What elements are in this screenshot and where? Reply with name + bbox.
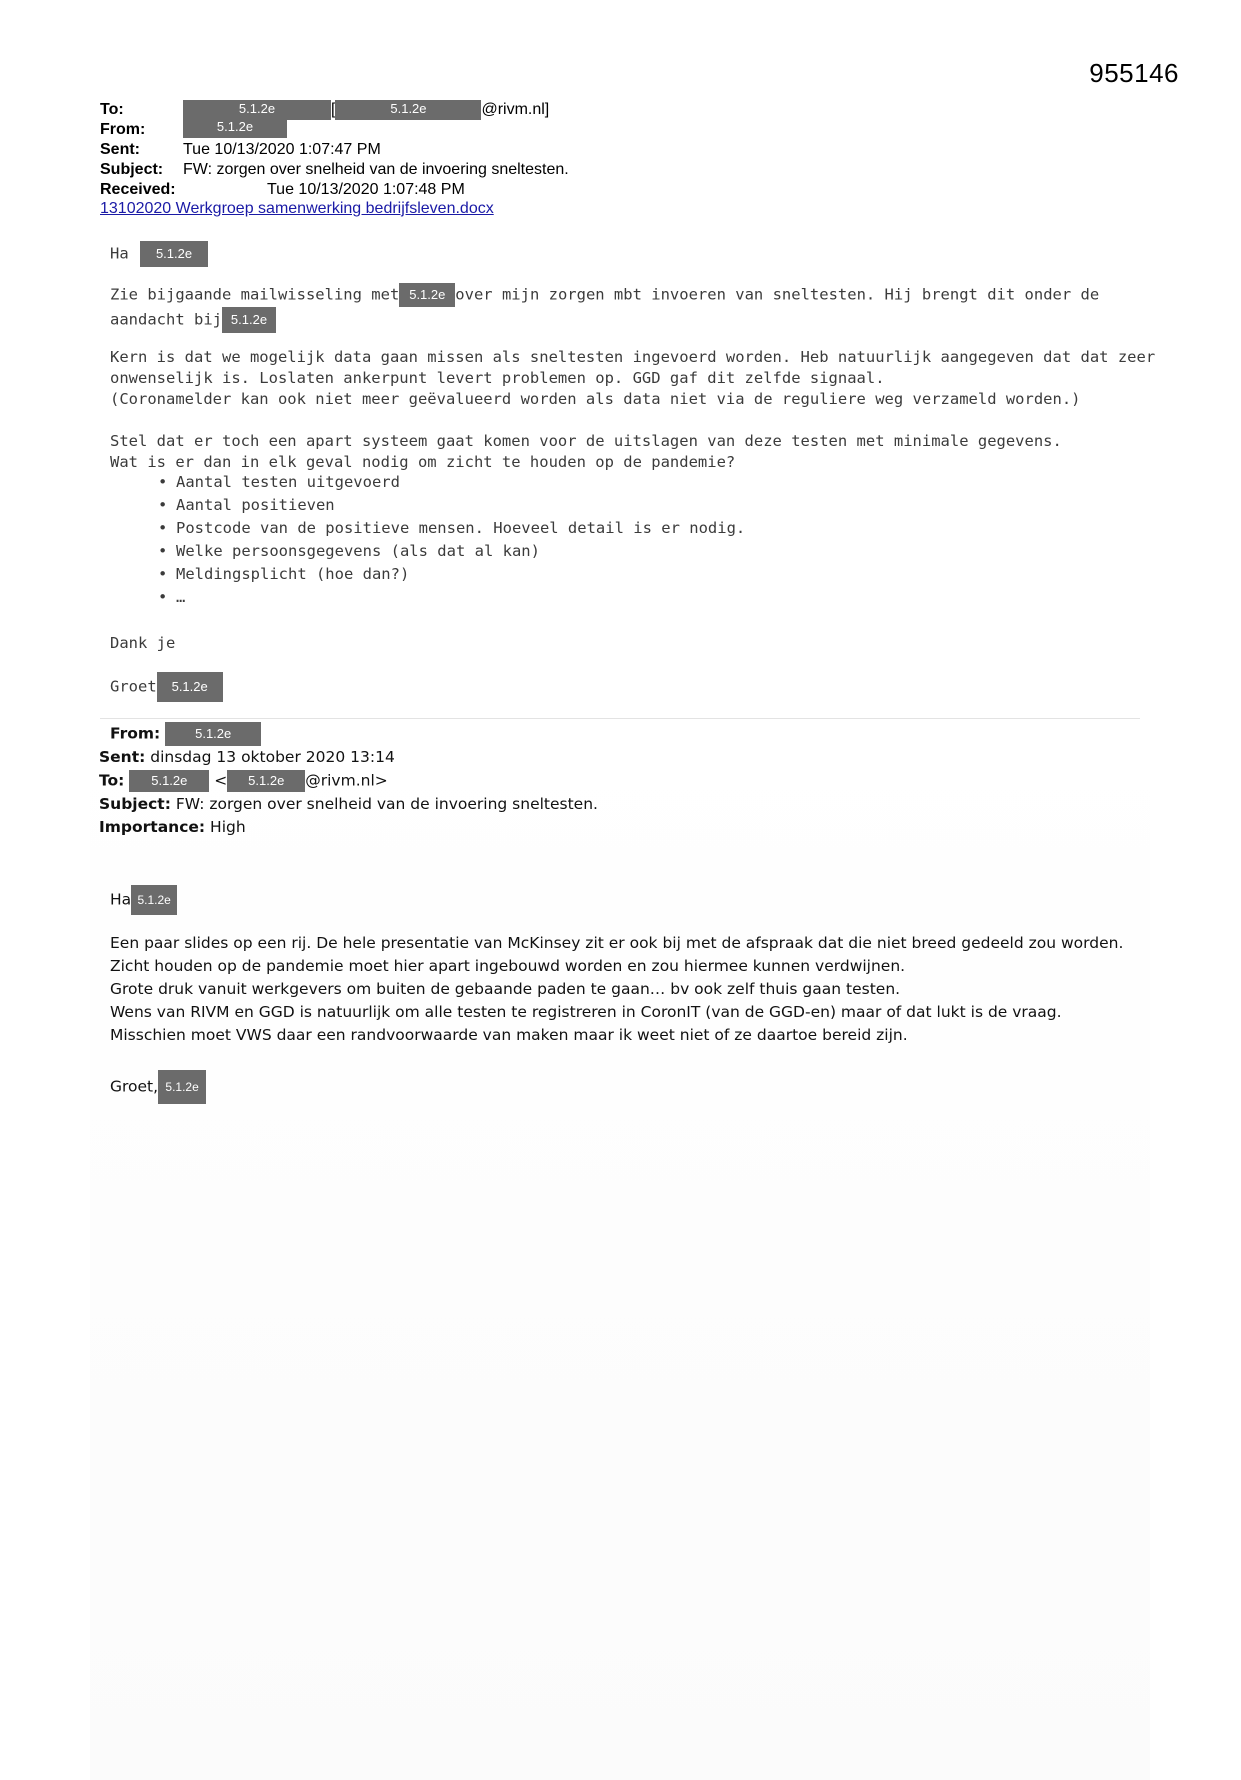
importance-2: Importance: High — [99, 818, 246, 836]
separator — [100, 718, 1140, 719]
forwarded-section-background — [90, 720, 1150, 1780]
redaction: 5.1.2e — [129, 770, 209, 792]
paragraph-4: Een paar slides op een rij. De hele presentatie van McKinsey zit er ook bij met de afspraak dat die niet breed gedeeld zou worden. Zicht houden op de pandemie moet hier apart ingebouwd worden en zou hiermee kunnen verdwijnen. Grote druk vanuit werkgevers om buiten de gebaande paden te gaan… bv ook zelf thuis gaan testen. Wens van RIVM en GGD is natuurlijk om alle testen te registreren in CoronIT (van de GGD-en) maar of dat lukt is de vraag. Misschien moet VWS daar een randvoorwaarde van maken maar ik weet niet of ze daartoe bereid zijn. — [110, 934, 1124, 1044]
paragraph-2: Kern is dat we mogelijk data gaan missen als sneltesten ingevoerd worden. Heb natuurlijk aangegeven dat dat zeer onwenselijk is. Loslaten ankerpunt levert problemen op. GGD gaf dit zelfde signaal. (Coronamelder kan ook niet meer geëvalueerd worden als data niet via de reguliere weg verzameld worden.) — [110, 348, 1156, 408]
sent-2: Sent: dinsdag 13 oktober 2020 13:14 — [99, 748, 395, 766]
to-bracket: [ — [331, 101, 336, 119]
redaction: 5.1.2e — [158, 1070, 206, 1104]
redaction: 5.1.2e — [399, 283, 455, 307]
list-item: • … — [158, 588, 185, 606]
redaction: 5.1.2e — [140, 241, 208, 267]
closing-1: Groet 5.1.2e — [110, 672, 223, 702]
redaction: 5.1.2e — [157, 672, 223, 702]
paragraph-1: Zie bijgaande mailwisseling met 5.1.2e over mijn zorgen mbt invoeren van sneltesten. Hij brengt dit onder de aandacht bij 5.1.2e — [110, 283, 1099, 333]
redaction: 5.1.2e — [335, 100, 481, 120]
to-domain: @rivm.nl] — [481, 101, 550, 119]
redaction: 5.1.2e — [131, 885, 177, 915]
from-label: From: — [100, 121, 146, 138]
redaction: 5.1.2e — [183, 100, 331, 120]
redaction: 5.1.2e — [227, 770, 305, 792]
subject-value: FW: zorgen over snelheid van de invoering sneltesten. — [183, 161, 569, 178]
document-number: 955146 — [1089, 58, 1179, 88]
to-2: To: 5.1.2e < 5.1.2e @rivm.nl> — [99, 770, 388, 792]
greeting-1: Ha 5.1.2e — [110, 241, 208, 267]
list-item: • Postcode van de positieve mensen. Hoeveel detail is er nodig. — [158, 519, 745, 537]
subject-label: Subject: — [100, 161, 164, 178]
redaction: 5.1.2e — [183, 118, 287, 138]
redaction: 5.1.2e — [165, 722, 261, 746]
redaction: 5.1.2e — [222, 307, 276, 333]
list-item: • Welke persoonsgegevens (als dat al kan) — [158, 542, 540, 560]
list-item: • Meldingsplicht (hoe dan?) — [158, 565, 409, 583]
list-item: • Aantal positieven — [158, 496, 335, 514]
thanks-text: Dank je — [110, 634, 176, 652]
email-header — [0, 100, 1241, 210]
list-item: • Aantal testen uitgevoerd — [158, 473, 400, 491]
to-label: To: — [100, 101, 124, 118]
closing-2: Groet, 5.1.2e — [110, 1070, 206, 1104]
paragraph-3: Stel dat er toch een apart systeem gaat komen voor de uitslagen van deze testen met minimale gegevens. Wat is er dan in elk geval nodig om zicht te houden op de pandemie? — [110, 432, 1062, 471]
greeting-2: Ha 5.1.2e — [110, 885, 177, 915]
received-value: Tue 10/13/2020 1:07:48 PM — [267, 181, 465, 198]
attachment-link[interactable]: 13102020 Werkgroep samenwerking bedrijfsleven.docx — [100, 200, 494, 217]
subject-2: Subject: FW: zorgen over snelheid van de invoering sneltesten. — [99, 795, 598, 813]
received-label: Received: — [100, 181, 176, 198]
from-2: From: 5.1.2e — [110, 722, 261, 746]
sent-value: Tue 10/13/2020 1:07:47 PM — [183, 141, 381, 158]
sent-label: Sent: — [100, 141, 140, 158]
from-value — [183, 118, 287, 138]
